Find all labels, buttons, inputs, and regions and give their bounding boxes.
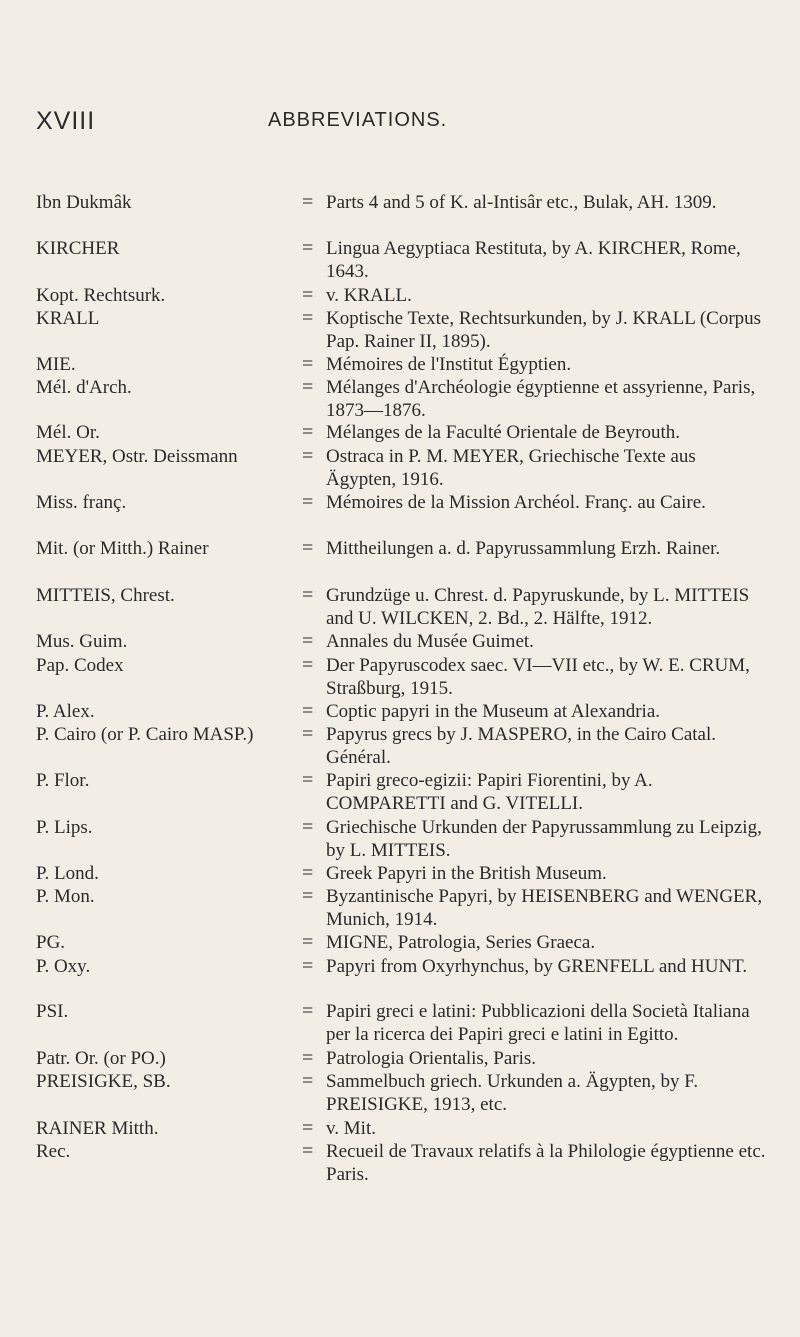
entry-abbreviation: KIRCHER: [36, 238, 120, 259]
entry-definition: v. Mit.: [326, 1118, 376, 1139]
entry-definition: MIGNE, Patrologia, Series Graeca.: [326, 932, 596, 953]
equals-sign: =: [302, 885, 314, 907]
entry-definition: Byzantinische Papyri, by HEISENBERG and WENGER, Munich, 1914.: [326, 886, 763, 930]
entry-definition: Greek Papyri in the British Museum.: [326, 863, 607, 884]
equals-sign: =: [302, 955, 314, 977]
entry-definition: Mélanges de la Faculté Orientale de Beyrouth.: [326, 422, 681, 443]
equals-sign: =: [302, 1000, 314, 1022]
entry-definition: Mittheilungen a. d. Papyrussammlung Erzh. Rainer.: [326, 538, 721, 559]
equals-sign: =: [302, 1140, 314, 1162]
entry-definition: v. KRALL.: [326, 285, 412, 306]
equals-sign: =: [302, 1047, 314, 1069]
entry-abbreviation: Mél. Or.: [36, 422, 100, 443]
entry-definition: Papiri greco-egizii: Papiri Fiorentini, by A. COMPARETTI and G. VITELLI.: [326, 770, 653, 814]
entry-abbreviation: P. Cairo (or P. Cairo MASP.): [36, 724, 254, 745]
equals-sign: =: [302, 307, 314, 329]
entry-abbreviation: KRALL: [36, 308, 100, 329]
equals-sign: =: [302, 1070, 314, 1092]
entry-abbreviation: PG.: [36, 932, 66, 953]
entry-definition: Mélanges d'Archéologie égyptienne et assyrienne, Paris, 1873—1876.: [326, 377, 756, 421]
entry-abbreviation: Mus. Guim.: [36, 631, 128, 652]
entry-abbreviation: MEYER, Ostr. Deissmann: [36, 446, 238, 467]
entry-abbreviation: P. Lond.: [36, 863, 99, 884]
entry-abbreviation: Rec.: [36, 1141, 71, 1162]
entry-definition: Griechische Urkunden der Papyrussammlung zu Leipzig, by L. MITTEIS.: [326, 817, 762, 861]
entry-definition: Grundzüge u. Chrest. d. Papyruskunde, by L. MITTEIS and U. WILCKEN, 2. Bd., 2. Hälfte, 1912.: [326, 585, 750, 629]
entry-abbreviation: RAINER Mitth.: [36, 1118, 159, 1139]
entry-abbreviation: Mél. d'Arch.: [36, 377, 132, 398]
entry-definition: Mémoires de la Mission Archéol. Franç. au Caire.: [326, 492, 706, 513]
entry-definition: Patrologia Orientalis, Paris.: [326, 1048, 537, 1069]
entry-definition: Ostraca in P. M. MEYER, Griechische Texte aus Ägypten, 1916.: [326, 446, 696, 490]
entry-abbreviation: Kopt. Rechtsurk.: [36, 285, 166, 306]
entry-definition: Papiri greci e latini: Pubblicazioni della Società Italiana per la ricerca dei Papiri greci e latini in Egitto.: [326, 1001, 750, 1045]
entry-definition: Annales du Musée Guimet.: [326, 631, 534, 652]
equals-sign: =: [302, 284, 314, 306]
entry-abbreviation: PSI.: [36, 1001, 69, 1022]
entry-abbreviation: Miss. franç.: [36, 492, 127, 513]
entry-definition: Papyri from Oxyrhynchus, by GRENFELL and HUNT.: [326, 956, 748, 977]
entry-definition: Mémoires de l'Institut Égyptien.: [326, 354, 572, 375]
equals-sign: =: [302, 931, 314, 953]
entry-definition: Recueil de Travaux relatifs à la Philologie égyptienne etc. Paris.: [326, 1141, 766, 1185]
equals-sign: =: [302, 862, 314, 884]
entry-definition: Koptische Texte, Rechtsurkunden, by J. KRALL (Corpus Pap. Rainer II, 1895).: [326, 308, 762, 352]
equals-sign: =: [302, 1117, 314, 1139]
entry-definition: Sammelbuch griech. Urkunden a. Ägypten, by F. PREISIGKE, 1913, etc.: [326, 1071, 699, 1115]
equals-sign: =: [302, 537, 314, 559]
entry-definition: Parts 4 and 5 of K. al-Intisâr etc., Bulak, AH. 1309.: [326, 192, 717, 213]
entry-definition: Lingua Aegyptiaca Restituta, by A. KIRCHER, Rome, 1643.: [326, 238, 741, 282]
entry-abbreviation: Mit. (or Mitth.) Rainer: [36, 538, 209, 559]
page-header: ABBREVIATIONS.: [268, 109, 448, 131]
equals-sign: =: [302, 491, 314, 513]
equals-sign: =: [302, 816, 314, 838]
entry-abbreviation: Ibn Dukmâk: [36, 192, 132, 213]
equals-sign: =: [302, 584, 314, 606]
entry-definition: Der Papyruscodex saec. VI—VII etc., by W. E. CRUM, Straßburg, 1915.: [326, 655, 750, 699]
equals-sign: =: [302, 191, 314, 213]
entry-abbreviation: P. Alex.: [36, 701, 95, 722]
equals-sign: =: [302, 376, 314, 398]
entry-abbreviation: PREISIGKE, SB.: [36, 1071, 171, 1092]
equals-sign: =: [302, 421, 314, 443]
equals-sign: =: [302, 654, 314, 676]
entry-abbreviation: MIE.: [36, 354, 76, 375]
entry-abbreviation: MITTEIS, Chrest.: [36, 585, 175, 606]
equals-sign: =: [302, 723, 314, 745]
equals-sign: =: [302, 237, 314, 259]
entry-abbreviation: Patr. Or. (or PO.): [36, 1048, 166, 1069]
entry-abbreviation: P. Oxy.: [36, 956, 91, 977]
equals-sign: =: [302, 630, 314, 652]
entry-abbreviation: Pap. Codex: [36, 655, 124, 676]
equals-sign: =: [302, 353, 314, 375]
entry-abbreviation: P. Lips.: [36, 817, 93, 838]
page-number: XVIII: [36, 107, 96, 135]
entry-abbreviation: P. Flor.: [36, 770, 90, 791]
entry-definition: Papyrus grecs by J. MASPERO, in the Cairo Catal. Général.: [326, 724, 717, 768]
equals-sign: =: [302, 700, 314, 722]
entry-definition: Coptic papyri in the Museum at Alexandria.: [326, 701, 661, 722]
equals-sign: =: [302, 769, 314, 791]
equals-sign: =: [302, 445, 314, 467]
entry-abbreviation: P. Mon.: [36, 886, 95, 907]
